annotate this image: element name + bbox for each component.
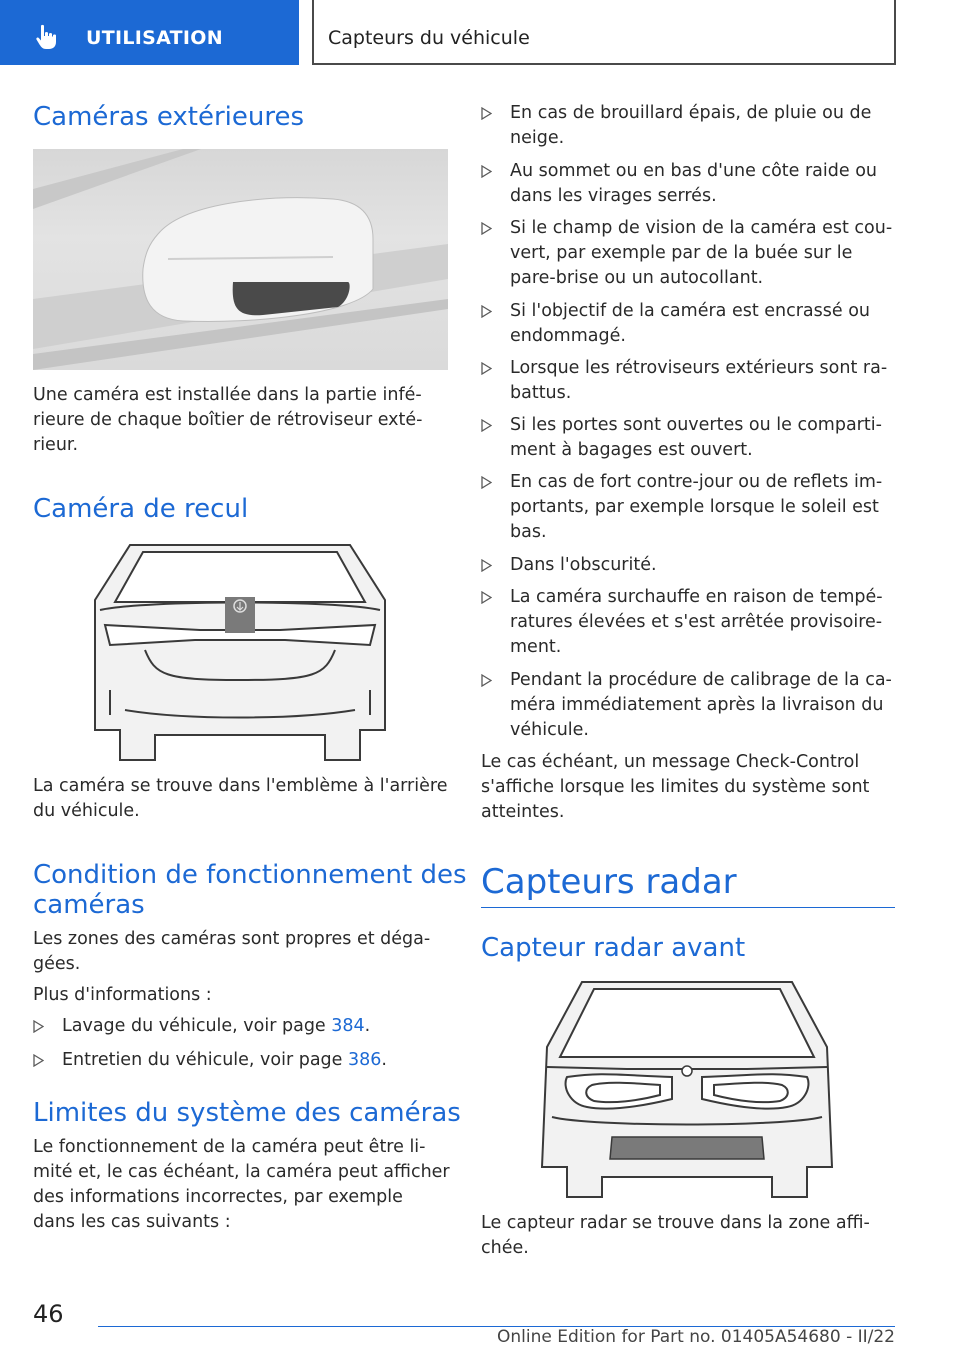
car-front-image <box>532 977 842 1201</box>
line: Dans l'obscurité. <box>510 555 657 575</box>
mirror-illustration <box>33 149 448 370</box>
triangle-bullet-icon <box>481 362 492 375</box>
heading-rear-camera: Caméra de recul <box>33 494 249 524</box>
triangle-bullet-icon <box>33 1020 44 1033</box>
line: En cas de fort contre-jour ou de reflets im- <box>510 472 883 492</box>
line: dans les virages serrés. <box>510 186 717 206</box>
line: portants, par exemple lorsque le soleil est <box>510 497 879 517</box>
bullet-text <box>481 470 895 545</box>
line: rieur. <box>33 435 79 455</box>
line: neige. <box>510 128 565 148</box>
page-link-386[interactable]: 386 <box>348 1050 382 1070</box>
hand-pointer-icon <box>32 22 62 52</box>
triangle-bullet-icon <box>481 591 492 604</box>
line: pare-brise ou un autocollant. <box>510 268 764 288</box>
text: Lavage du véhicule, voir page <box>62 1016 332 1036</box>
para-more-info: Plus d'informations : <box>33 985 212 1005</box>
para-limits <box>33 1135 450 1235</box>
bullet-text <box>33 1014 448 1039</box>
limit-bullet-item <box>481 216 895 291</box>
chapter-title: Capteurs du véhicule <box>328 27 530 49</box>
triangle-bullet-icon <box>481 107 492 120</box>
page-number: 46 <box>33 1300 64 1328</box>
page-link-384[interactable]: 384 <box>331 1016 365 1036</box>
line: Au sommet ou en bas d'une côte raide ou <box>510 161 877 181</box>
line: ratures élevées et s'est arrêtée provisoire- <box>510 612 883 632</box>
bullet-text <box>33 1048 448 1073</box>
bullet-text <box>481 413 895 463</box>
line: Si les portes sont ouvertes ou le comparti- <box>510 415 882 435</box>
line: Une caméra est installée dans la partie infé- <box>33 385 422 405</box>
bullet-text <box>481 159 895 209</box>
limit-bullet-item <box>481 159 895 209</box>
line: caméras <box>33 890 145 920</box>
limit-bullet-item <box>481 356 895 406</box>
line: En cas de brouillard épais, de pluie ou de <box>510 103 872 123</box>
line: battus. <box>510 383 572 403</box>
heading-exterior-cameras: Caméras extérieures <box>33 102 305 132</box>
line: mité et, le cas échéant, la caméra peut afficher <box>33 1162 450 1182</box>
line: rieure de chaque boîtier de rétroviseur exté- <box>33 410 423 430</box>
para-check-control <box>481 750 869 825</box>
line: vert, par exemple par de la buée sur le <box>510 243 853 263</box>
line: atteintes. <box>481 802 565 822</box>
line: La caméra se trouve dans l'emblème à l'arrière <box>33 776 448 796</box>
car-rear-illustration <box>85 540 395 764</box>
triangle-bullet-icon <box>481 222 492 235</box>
para-condition <box>33 927 430 977</box>
line: Si le champ de vision de la caméra est cou- <box>510 218 893 238</box>
line: Le capteur radar se trouve dans la zone affi- <box>481 1213 870 1233</box>
limit-bullet-item <box>481 413 895 463</box>
bullet-text <box>481 299 895 349</box>
line: Le fonctionnement de la caméra peut être li- <box>33 1137 426 1157</box>
triangle-bullet-icon <box>481 559 492 572</box>
text: Entretien du véhicule, voir page <box>62 1050 348 1070</box>
triangle-bullet-icon <box>481 305 492 318</box>
line: Le cas échéant, un message Check-Control <box>481 752 860 772</box>
heading-limits: Limites du système des caméras <box>33 1098 461 1128</box>
heading-underline <box>481 907 895 908</box>
limit-bullet-item <box>481 668 895 743</box>
line: gées. <box>33 954 81 974</box>
bullet-maintenance <box>33 1048 448 1073</box>
para-radar <box>481 1211 870 1261</box>
line: du véhicule. <box>33 801 140 821</box>
bullet-washing <box>33 1014 448 1039</box>
line: Pendant la procédure de calibrage de la ca- <box>510 670 892 690</box>
line: endommagé. <box>510 326 626 346</box>
para-rear <box>33 774 447 824</box>
line: s'affiche lorsque les limites du système sont <box>481 777 870 797</box>
limit-bullet-item <box>481 553 895 578</box>
text: . <box>364 1016 371 1036</box>
text: . <box>381 1050 387 1070</box>
limit-bullet-item <box>481 585 895 660</box>
line: La caméra surchauffe en raison de tempé- <box>510 587 883 607</box>
car-front-illustration <box>532 977 842 1201</box>
bullet-text <box>481 585 895 660</box>
limit-bullet-item <box>481 299 895 349</box>
heading-radar-sensors: Capteurs radar <box>481 862 737 902</box>
line: véhicule. <box>510 720 589 740</box>
limit-bullet-item <box>481 101 895 151</box>
line: chée. <box>481 1238 529 1258</box>
limit-bullet-item <box>481 470 895 545</box>
exterior-mirror-image <box>33 149 448 370</box>
line: Lorsque les rétroviseurs extérieurs sont ra- <box>510 358 888 378</box>
triangle-bullet-icon <box>481 476 492 489</box>
triangle-bullet-icon <box>481 165 492 178</box>
bullet-text <box>481 553 895 578</box>
bullet-text <box>481 101 895 151</box>
triangle-bullet-icon <box>481 419 492 432</box>
line: bas. <box>510 522 547 542</box>
line: méra immédiatement après la livraison du <box>510 695 884 715</box>
section-title: UTILISATION <box>86 27 223 49</box>
line: des informations incorrectes, par exemple <box>33 1187 403 1207</box>
triangle-bullet-icon <box>33 1054 44 1067</box>
bullet-text <box>481 216 895 291</box>
line: Condition de fonctionnement des <box>33 860 467 890</box>
line: ment à bagages est ouvert. <box>510 440 753 460</box>
footer-edition: Online Edition for Part no. 01405A54680 - II/22 <box>496 1327 895 1347</box>
heading-front-radar: Capteur radar avant <box>481 933 746 963</box>
para-exterior <box>33 383 423 458</box>
line: Si l'objectif de la caméra est encrassé ou <box>510 301 871 321</box>
line: Les zones des caméras sont propres et déga- <box>33 929 431 949</box>
triangle-bullet-icon <box>481 674 492 687</box>
heading-condition <box>33 860 467 920</box>
bullet-text <box>481 668 895 743</box>
line: ment. <box>510 637 562 657</box>
section-tab[interactable] <box>0 0 299 65</box>
car-rear-image <box>85 540 395 764</box>
chapter-box <box>312 0 896 65</box>
line: dans les cas suivants : <box>33 1212 231 1232</box>
bullet-text <box>481 356 895 406</box>
